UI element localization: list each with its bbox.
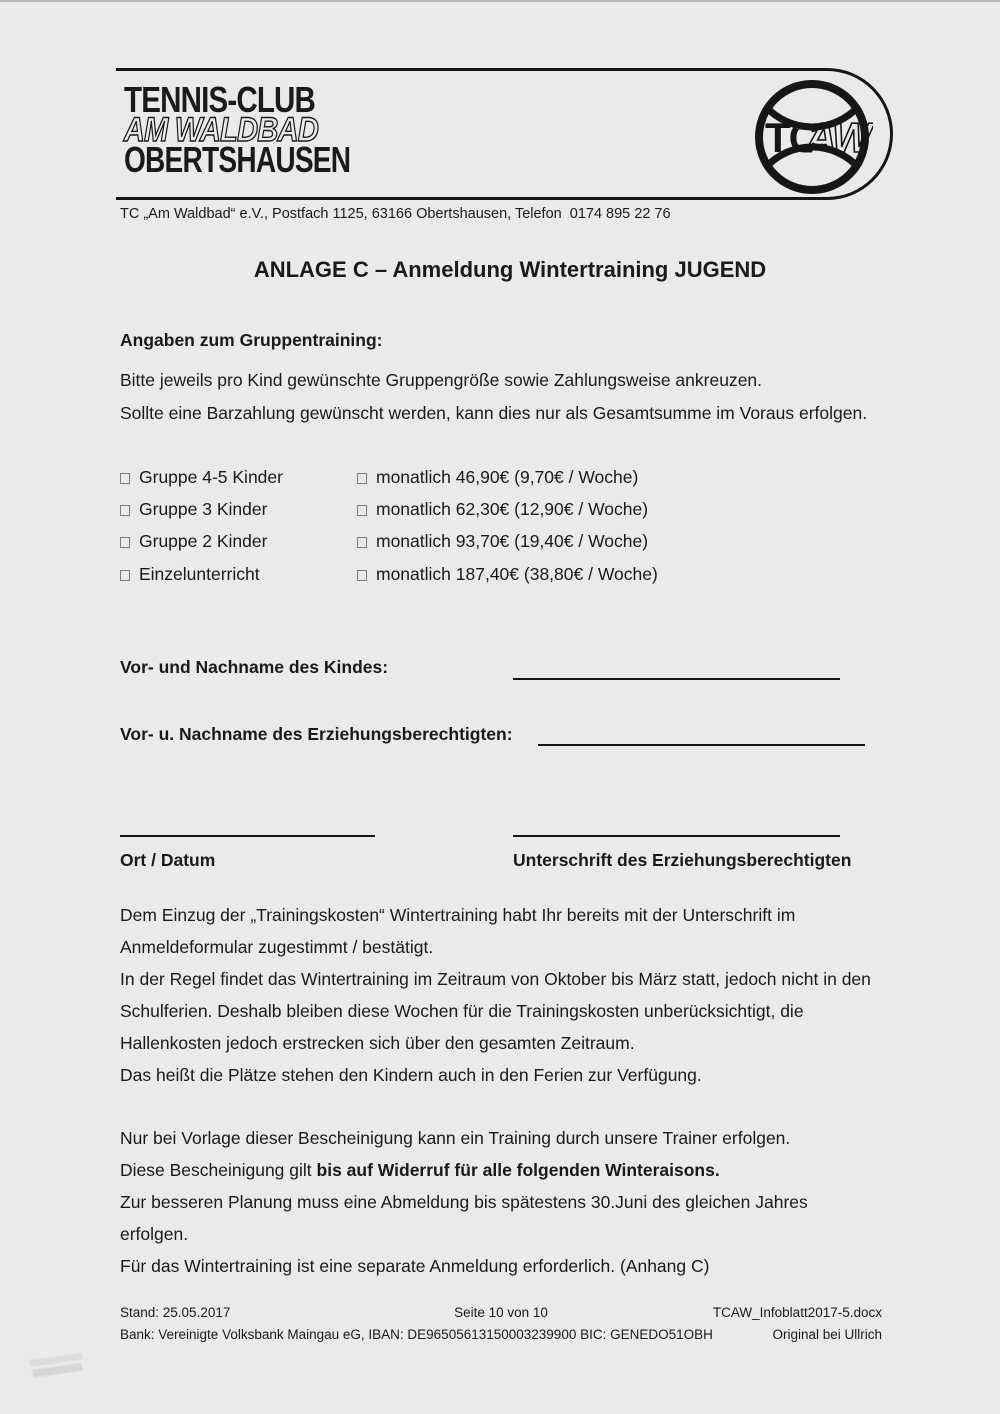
document-title: ANLAGE C – Anmeldung Wintertraining JUGEND [253, 257, 767, 282]
place-date-label: Ort / Datum [120, 850, 216, 870]
option-price-label: monatlich 46,90€ (9,70€ / Woche) [376, 467, 639, 487]
guardian-name-blank-line [538, 744, 865, 746]
option-group-label: Gruppe 4-5 Kinder [139, 467, 283, 487]
info2-line4: erfolgen. [120, 1224, 189, 1244]
checkbox-price-4-5 [357, 473, 367, 484]
checkbox-price-2 [357, 537, 367, 548]
logo-text-aw: AW [806, 114, 870, 161]
place-date-signature-line [120, 835, 375, 837]
checkbox-group-4-5 [120, 473, 130, 484]
child-name-blank-line [513, 678, 840, 680]
checkbox-price-einzel [357, 570, 367, 581]
guardian-signature-label: Unterschrift des Erziehungsberechtigten [513, 850, 852, 870]
option-price-label: monatlich 93,70€ (19,40€ / Woche) [376, 531, 649, 551]
info1-line6: Das heißt die Plätze stehen den Kindern auch in den Ferien zur Verfügung. [120, 1065, 702, 1085]
info2-line5: Für das Wintertraining ist eine separate Anmeldung erforderlich. (Anhang C) [120, 1256, 710, 1276]
checkbox-group-3 [120, 505, 130, 516]
option-group-label: Gruppe 3 Kinder [139, 499, 268, 519]
child-name-label: Vor- und Nachname des Kindes: [120, 657, 389, 677]
footer-page-number: Seite 10 von 10 [454, 1305, 548, 1320]
club-name-line2: AM WALDBAD [123, 113, 319, 149]
info1-line2: Anmeldeformular zugestimmt / bestätigt. [120, 937, 434, 957]
club-name-line3: OBERTSHAUSEN [124, 139, 351, 180]
info2-line2-normal: Diese Bescheinigung gilt [120, 1160, 317, 1180]
option-price-label: monatlich 62,30€ (12,90€ / Woche) [376, 499, 649, 519]
info2-line1: Nur bei Vorlage dieser Bescheinigung kann ein Training durch unsere Trainer erfolgen. [120, 1128, 791, 1148]
option-row-group-2 [120, 531, 840, 553]
scan-artifact [28, 1350, 89, 1384]
info1-line1: Dem Einzug der „Trainingskosten“ Wintertraining habt Ihr bereits mit der Unterschrift im [120, 905, 796, 925]
info2-line2 [120, 1160, 720, 1181]
footer-bank-info: Bank: Vereinigte Volksbank Maingau eG, IBAN: DE96505613150003239900 BIC: GENEDO51OBH [120, 1327, 713, 1342]
checkbox-einzelunterricht [120, 570, 130, 581]
option-row-group-4-5 [120, 467, 840, 489]
info1-line4: Schulferien. Deshalb bleiben diese Wochen für die Trainingskosten unberücksichtigt, die [120, 1001, 804, 1021]
guardian-name-label: Vor- u. Nachname des Erziehungsberechtigten: [120, 724, 513, 744]
guardian-signature-line [513, 835, 840, 837]
checkbox-price-3 [357, 505, 367, 516]
intro-line-1: Bitte jeweils pro Kind gewünschte Gruppengröße sowie Zahlungsweise ankreuzen. [120, 370, 763, 390]
intro-line-2: Sollte eine Barzahlung gewünscht werden, kann dies nur als Gesamtsumme im Voraus erfolgen. [120, 403, 868, 423]
club-address-line: TC „Am Waldbad“ e.V., Postfach 1125, 63166 Obertshausen, Telefon 0174 895 22 76 [120, 206, 671, 222]
option-group-label: Einzelunterricht [139, 564, 260, 584]
info1-line5: Hallenkosten jedoch erstrecken sich über den gesamten Zeitraum. [120, 1033, 635, 1053]
info2-line3: Zur besseren Planung muss eine Abmeldung bis spätestens 30.Juni des gleichen Jahres [120, 1192, 808, 1212]
footer-stand: Stand: 25.05.2017 [120, 1305, 231, 1320]
section-heading: Angaben zum Gruppentraining: [120, 330, 383, 350]
footer-original-note: Original bei Ullrich [772, 1327, 882, 1342]
club-name-line1: TENNIS-CLUB [124, 79, 316, 120]
tcaw-tennis-ball-logo [751, 76, 873, 198]
option-group-label: Gruppe 2 Kinder [139, 531, 268, 551]
footer-filename: TCAW_Infoblatt2017-5.docx [712, 1305, 882, 1320]
checkbox-group-2 [120, 537, 130, 548]
logo-text-tc: TC [765, 114, 817, 161]
info1-line3: In der Regel findet das Wintertraining im Zeitraum von Oktober bis März statt, jedoch nicht in den [120, 969, 871, 989]
info2-line2-bold: bis auf Widerruf für alle folgenden Winteraisons. [316, 1160, 720, 1180]
option-price-label: monatlich 187,40€ (38,80€ / Woche) [376, 564, 658, 584]
option-row-einzelunterricht [120, 564, 840, 586]
option-row-group-3 [120, 499, 840, 521]
